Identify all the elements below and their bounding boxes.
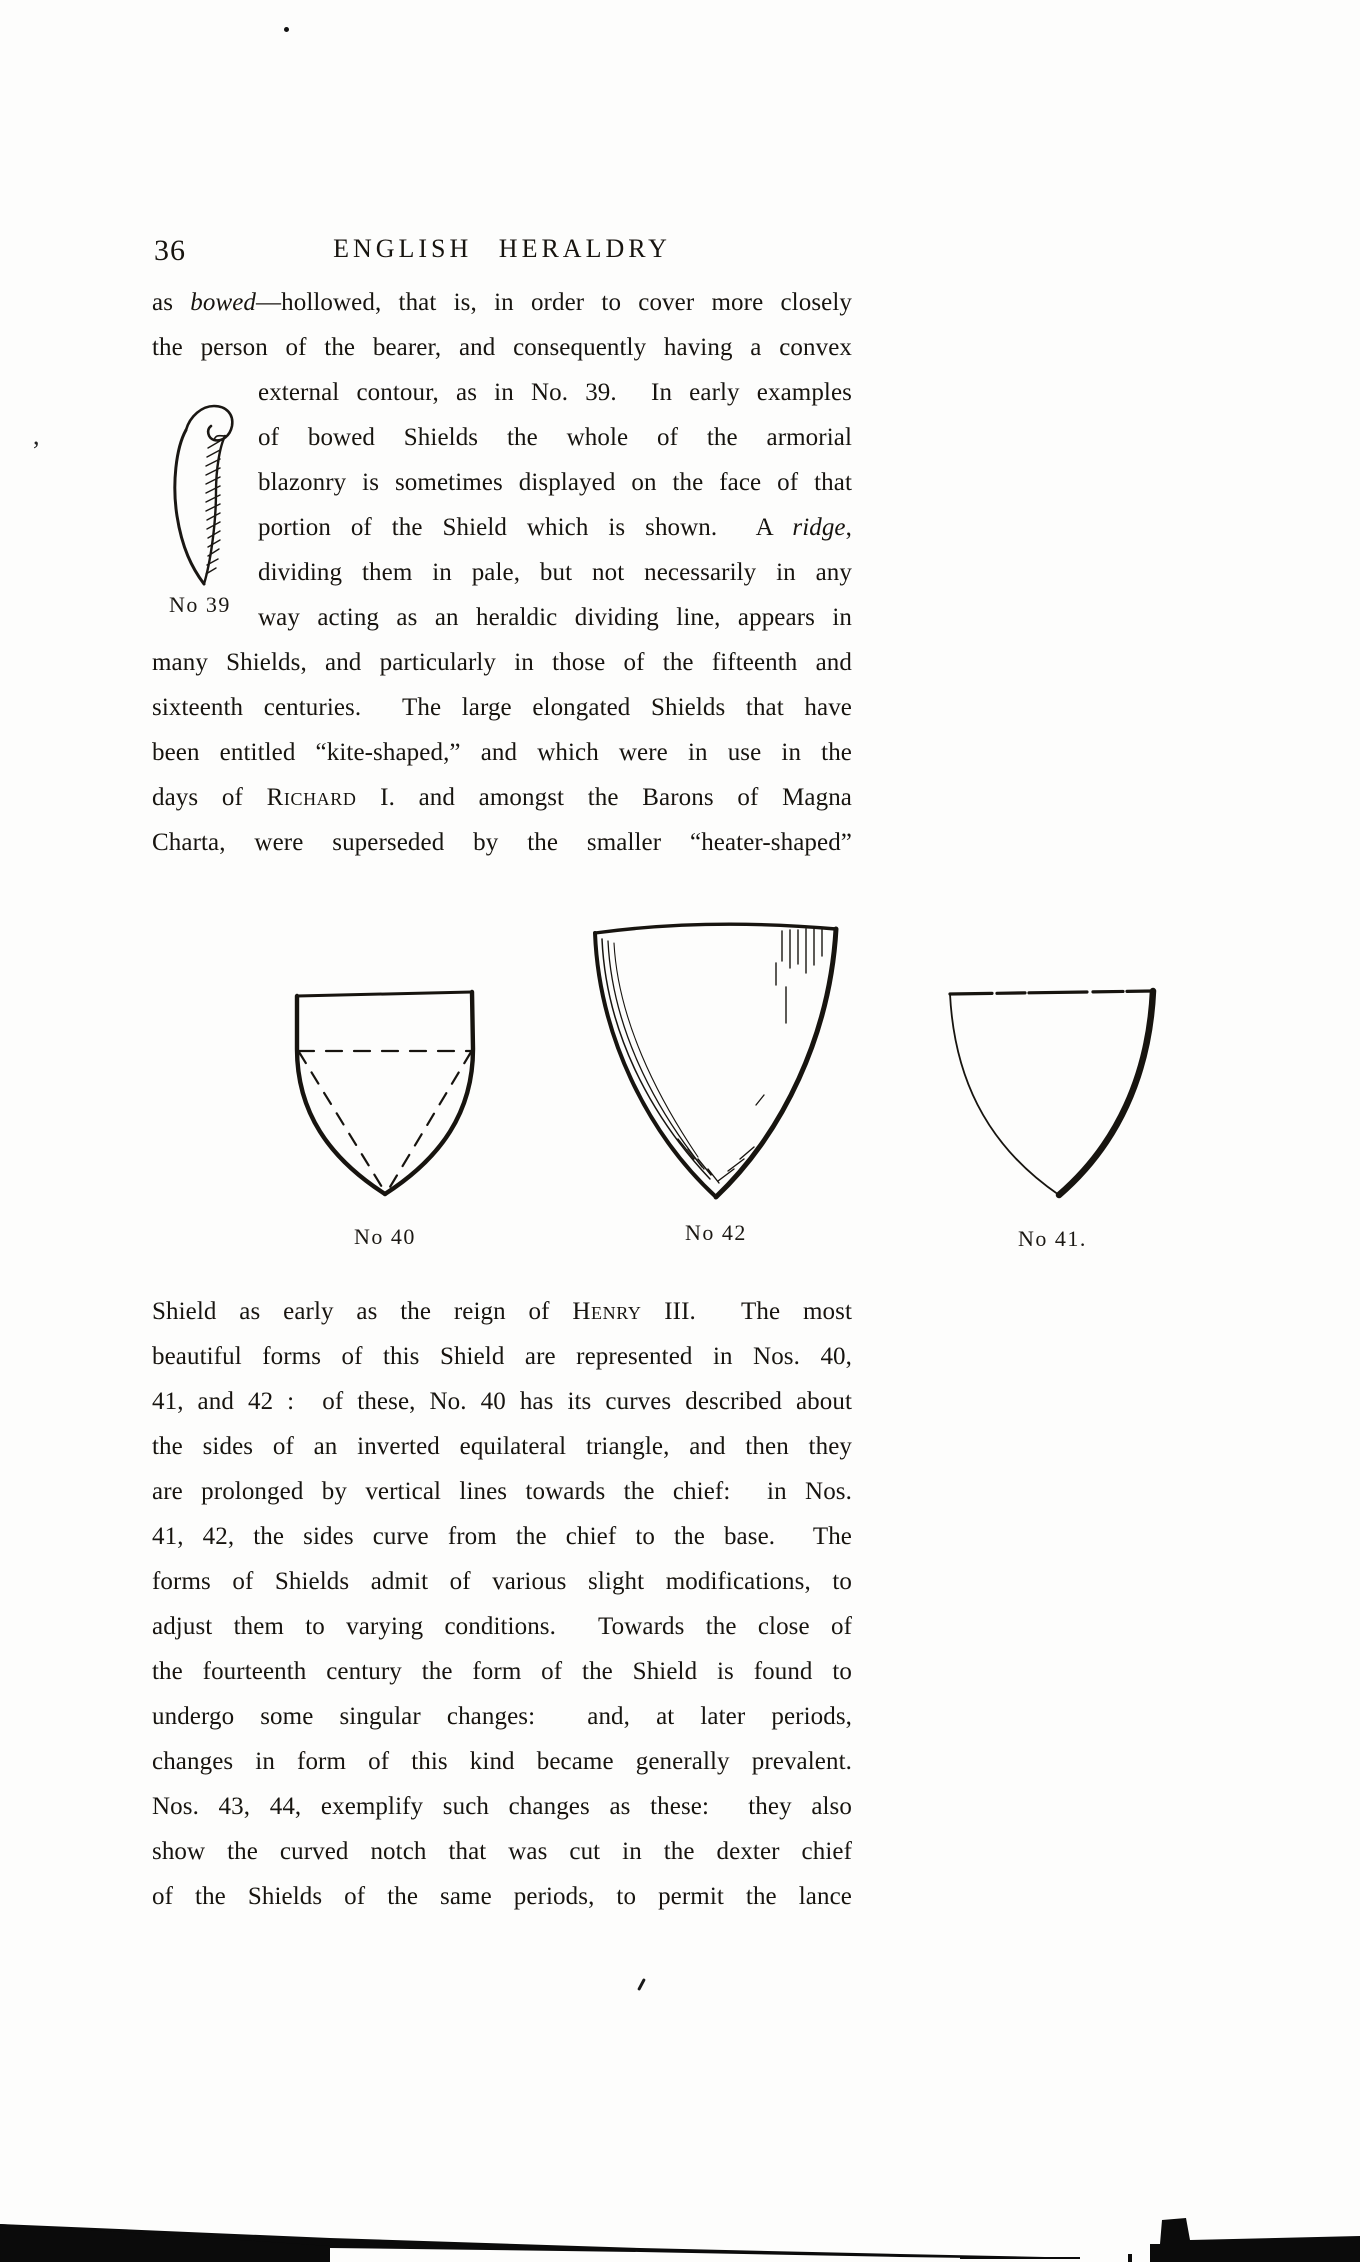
ink-comma-artifact: , — [33, 421, 40, 450]
text-line: portion of the Shield which is shown. A ridge, — [258, 514, 852, 541]
text-line: many Shields, and particularly in those of the fifteenth and — [152, 649, 852, 676]
scan-artifact-bottom-right — [1150, 2218, 1360, 2262]
text-line: external contour, as in No. 39. In early examples — [258, 379, 852, 406]
scan-artifact-speck — [1128, 2254, 1132, 2262]
text-line: adjust them to varying conditions. Towards the close of — [152, 1613, 852, 1640]
paragraph-1-wrapped-lines — [258, 370, 852, 640]
shield-41-figure — [945, 981, 1160, 1252]
shields-figure-row — [0, 911, 1360, 1271]
text-line: blazonry is sometimes displayed on the face of that — [258, 469, 852, 496]
text-line: Shield as early as the reign of Henry III. The most — [152, 1298, 852, 1325]
running-header: ENGLISH HERALDRY — [333, 234, 671, 263]
text-line: the fourteenth century the form of the Shield is found to — [152, 1658, 852, 1685]
ink-tick-artifact — [637, 1978, 646, 1991]
text-line: days of Richard I. and amongst the Barons of Magna — [152, 784, 852, 811]
shield-40-figure — [290, 985, 480, 1250]
text-line: dividing them in pale, but not necessarily in any — [258, 559, 852, 586]
shield-41-illustration — [945, 981, 1160, 1201]
shield-41-caption: No 41. — [1018, 1226, 1087, 1251]
text-line: 41, 42, the sides curve from the chief to the base. The — [152, 1523, 852, 1550]
ink-dot-artifact — [284, 27, 289, 32]
text-line: show the curved notch that was cut in the dexter chief — [152, 1838, 852, 1865]
shield-40-illustration — [290, 985, 480, 1199]
shield-42-figure — [586, 917, 846, 1246]
scan-artifact-thin-line — [960, 2257, 1080, 2259]
paragraph-1-bottom — [152, 640, 852, 865]
shield-42-caption: No 42 — [685, 1220, 747, 1245]
text-line: of the Shields of the same periods, to permit the lance — [152, 1883, 852, 1910]
shield-42-illustration — [586, 917, 846, 1203]
text-line: 41, and 42 : of these, No. 40 has its curves described about — [152, 1388, 852, 1415]
text-line: been entitled “kite-shaped,” and which were in use in the — [152, 739, 852, 766]
page-header — [152, 234, 852, 280]
text-line: as bowed—hollowed, that is, in order to cover more closely — [152, 289, 852, 316]
shield-39-illustration — [164, 396, 248, 588]
text-line: sixteenth centuries. The large elongated Shields that have — [152, 694, 852, 721]
wrap-section — [152, 370, 852, 640]
shield-40-caption: No 40 — [354, 1224, 416, 1249]
text-line: the person of the bearer, and consequently having a convex — [152, 334, 852, 361]
text-line: are prolonged by vertical lines towards the chief: in Nos. — [152, 1478, 852, 1505]
text-line: Nos. 43, 44, exemplify such changes as these: they also — [152, 1793, 852, 1820]
text-line: way acting as an heraldic dividing line, appears in — [258, 604, 852, 631]
paragraph-1-top — [152, 280, 852, 370]
shield-39-figure — [152, 370, 258, 640]
text-line: beautiful forms of this Shield are represented in Nos. 40, — [152, 1343, 852, 1370]
paragraph-2 — [152, 1289, 852, 1919]
text-line: changes in form of this kind became generally prevalent. — [152, 1748, 852, 1775]
text-line: undergo some singular changes: and, at later periods, — [152, 1703, 852, 1730]
scan-artifact-bottom-left-fill — [0, 2224, 330, 2262]
text-line: the sides of an inverted equilateral triangle, and then they — [152, 1433, 852, 1460]
text-line: of bowed Shields the whole of the armorial — [258, 424, 852, 451]
page-number: 36 — [154, 234, 186, 267]
shield-39-caption: No 39 — [169, 592, 231, 617]
scan-artifact-bottom — [0, 2200, 1360, 2262]
text-line: forms of Shields admit of various slight modifications, to — [152, 1568, 852, 1595]
text-line: Charta, were superseded by the smaller “heater-shaped” — [152, 829, 852, 856]
